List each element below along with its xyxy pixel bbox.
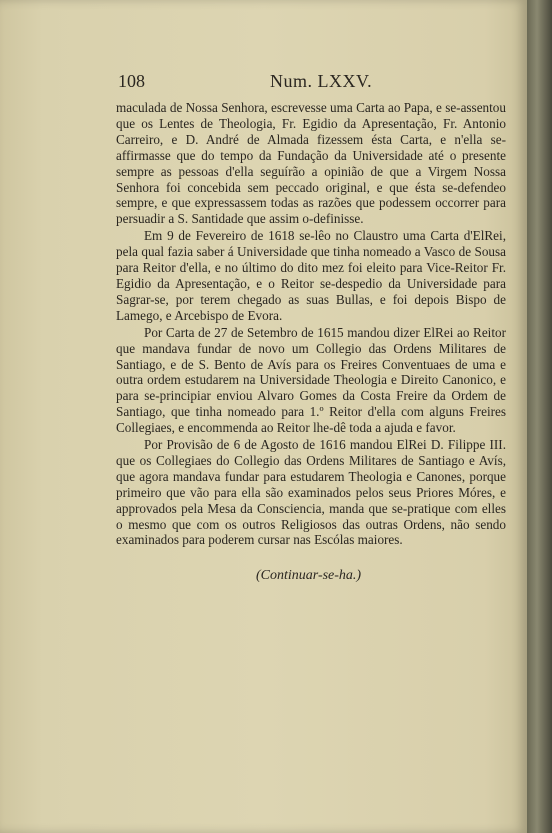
page-edge [527,0,552,833]
paragraph-1: maculada de Nossa Senhora, escrevesse uma Carta ao Papa, e se-assentou que os Lentes de Theologia, Fr. Egidio da Apresentação, Fr. Antonio Carreiro, e D. André de Almada fizessem ésta Carta, e n'ella se-affirmasse que do tempo da Fundação da Universidade até o presente sempre as pessoas d'ella seguírão a opinião de que a Virgem Nossa Senhora foi concebida sem peccado original, e que ésta se-defendeo sempre, e que expressassem todas as razões que podessem occorrer para persuadir a S. Santidade que assim o-definisse. [116,100,506,227]
paragraph-2: Em 9 de Fevereiro de 1618 se-lêo no Claustro uma Carta d'ElRei, pela qual fazia saber á Universidade que tinha nomeado a Vasco de Sousa para Reitor d'ella, e no último do dito mez foi eleito para Vice-Reitor Fr. Egidio da Apresentação, e o Reitor se-despedio da Universidade para Sagrar-se, por terem chegado as suas Bullas, e foi depois Bispo de Lamego, e Arcebispo de Evora. [116,228,506,323]
continuation-note: (Continuar-se-ha.) [256,568,362,583]
running-head: Num. LXXV. [270,71,373,91]
body-text [116,100,506,549]
page-header [118,71,502,95]
paragraph-4: Por Provisão de 6 de Agosto de 1616 mandou ElRei D. Filippe III. que os Collegiaes do Collegio das Ordens Militares de Santiago e Avís, que agora mandava fundar para estudarem Theologia e Canones, porque primeiro que vão para ella são examinados pelos seus Priores Móres, e approvados pela Mesa da Consciencia, manda que se-pratique com elles o mesmo que com os outros Religiosos das outras Ordens, não sendo examinados para poderem cursar nas Escólas maiores. [116,437,506,548]
page-number: 108 [118,71,145,91]
paragraph-3: Por Carta de 27 de Setembro de 1615 mandou dizer ElRei ao Reitor que mandava fundar de novo um Collegio das Ordens Militares de Santiago, e de S. Bento de Avís para os Freires Conventuaes de uma e outra ordem estudarem na Universidade Theologia e Direito Canonico, e para se-principiar enviou Alvaro Gomes da Costa Freire da Ordem de Santiago, que tinha nomeado para 1.º Reitor d'ella com alguns Freires Collegiaes, e encommenda ao Reitor lhe-dê toda a ajuda e favor. [116,324,506,436]
